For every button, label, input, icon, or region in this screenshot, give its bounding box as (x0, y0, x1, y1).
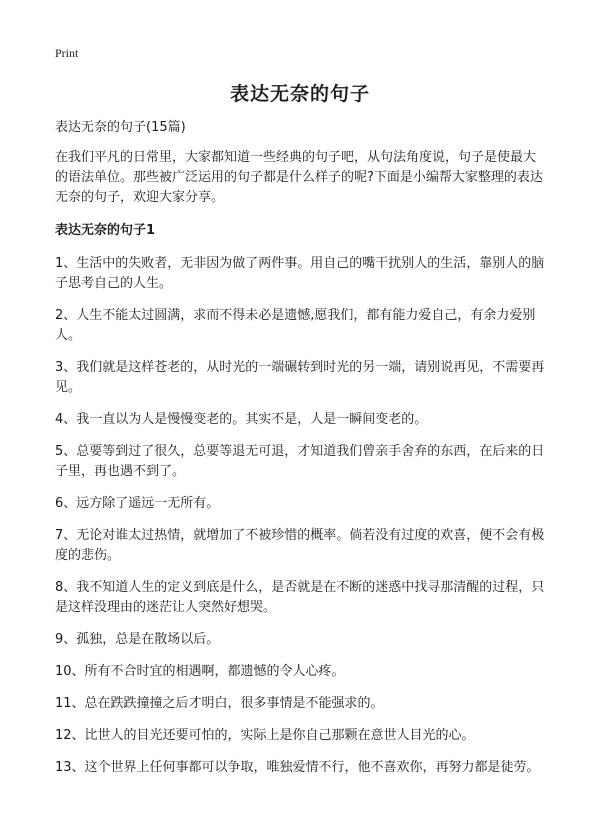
intro-paragraph: 在我们平凡的日常里，大家都知道一些经典的句子吧，从句法角度说，句子是使最大的语法单位。那些被广泛运用的句子都是什么样子的呢?下面是小编帮大家整理的表达无奈的句子，欢迎大家分享。 (55, 150, 543, 205)
page-title: 表达无奈的句子 (229, 83, 370, 105)
list-item: 3、我们就是这样苍老的，从时光的一端碾转到时光的另一端，请别说再见，不需要再见。 (55, 360, 545, 395)
print-link[interactable]: Print (55, 46, 79, 60)
list-item: 12、比世人的目光还要可怕的，实际上是你自己那颗在意世人目光的心。 (55, 728, 475, 743)
document-body (55, 118, 547, 790)
list-item: 13、这个世界上任何事都可以争取，唯独爱情不行，他不喜欢你，再努力都是徒劳。 (55, 760, 540, 775)
list-item: 4、我一直以为人是慢慢变老的。其实不是，人是一瞬间变老的。 (55, 412, 428, 427)
list-item: 6、远方除了遥远一无所有。 (55, 496, 220, 511)
list-item: 1、生活中的失败者，无非因为做了两件事。用自己的嘴干扰别人的生活，靠别人的脑子思考自己的人生。 (55, 256, 545, 291)
list-item: 11、总在跌跌撞撞之后才明白，很多事情是不能强求的。 (55, 696, 384, 711)
section-heading: 表达无奈的句子1 (55, 223, 156, 238)
list-item: 7、无论对谁太过热情，就增加了不被珍惜的概率。倘若没有过度的欢喜，便不会有极度的悲伤。 (55, 528, 545, 563)
list-item: 2、人生不能太过圆满，求而不得未必是遗憾,愿我们，都有能力爱自己，有余力爱别人。 (55, 308, 536, 343)
list-item: 8、我不知道人生的定义到底是什么，是否就是在不断的迷惑中找寻那清醒的过程，只是这样没理由的迷茫让人突然好想哭。 (55, 580, 545, 615)
list-item: 9、孤独，总是在散场以后。 (55, 632, 220, 647)
list-item: 5、总要等到过了很久，总要等退无可退，才知道我们曾亲手舍弃的东西，在后来的日子里，再也遇不到了。 (55, 444, 545, 479)
document-subtitle: 表达无奈的句子(15篇) (55, 120, 186, 135)
list-item: 10、所有不合时宜的相遇啊，都遗憾的令人心疼。 (55, 664, 345, 679)
